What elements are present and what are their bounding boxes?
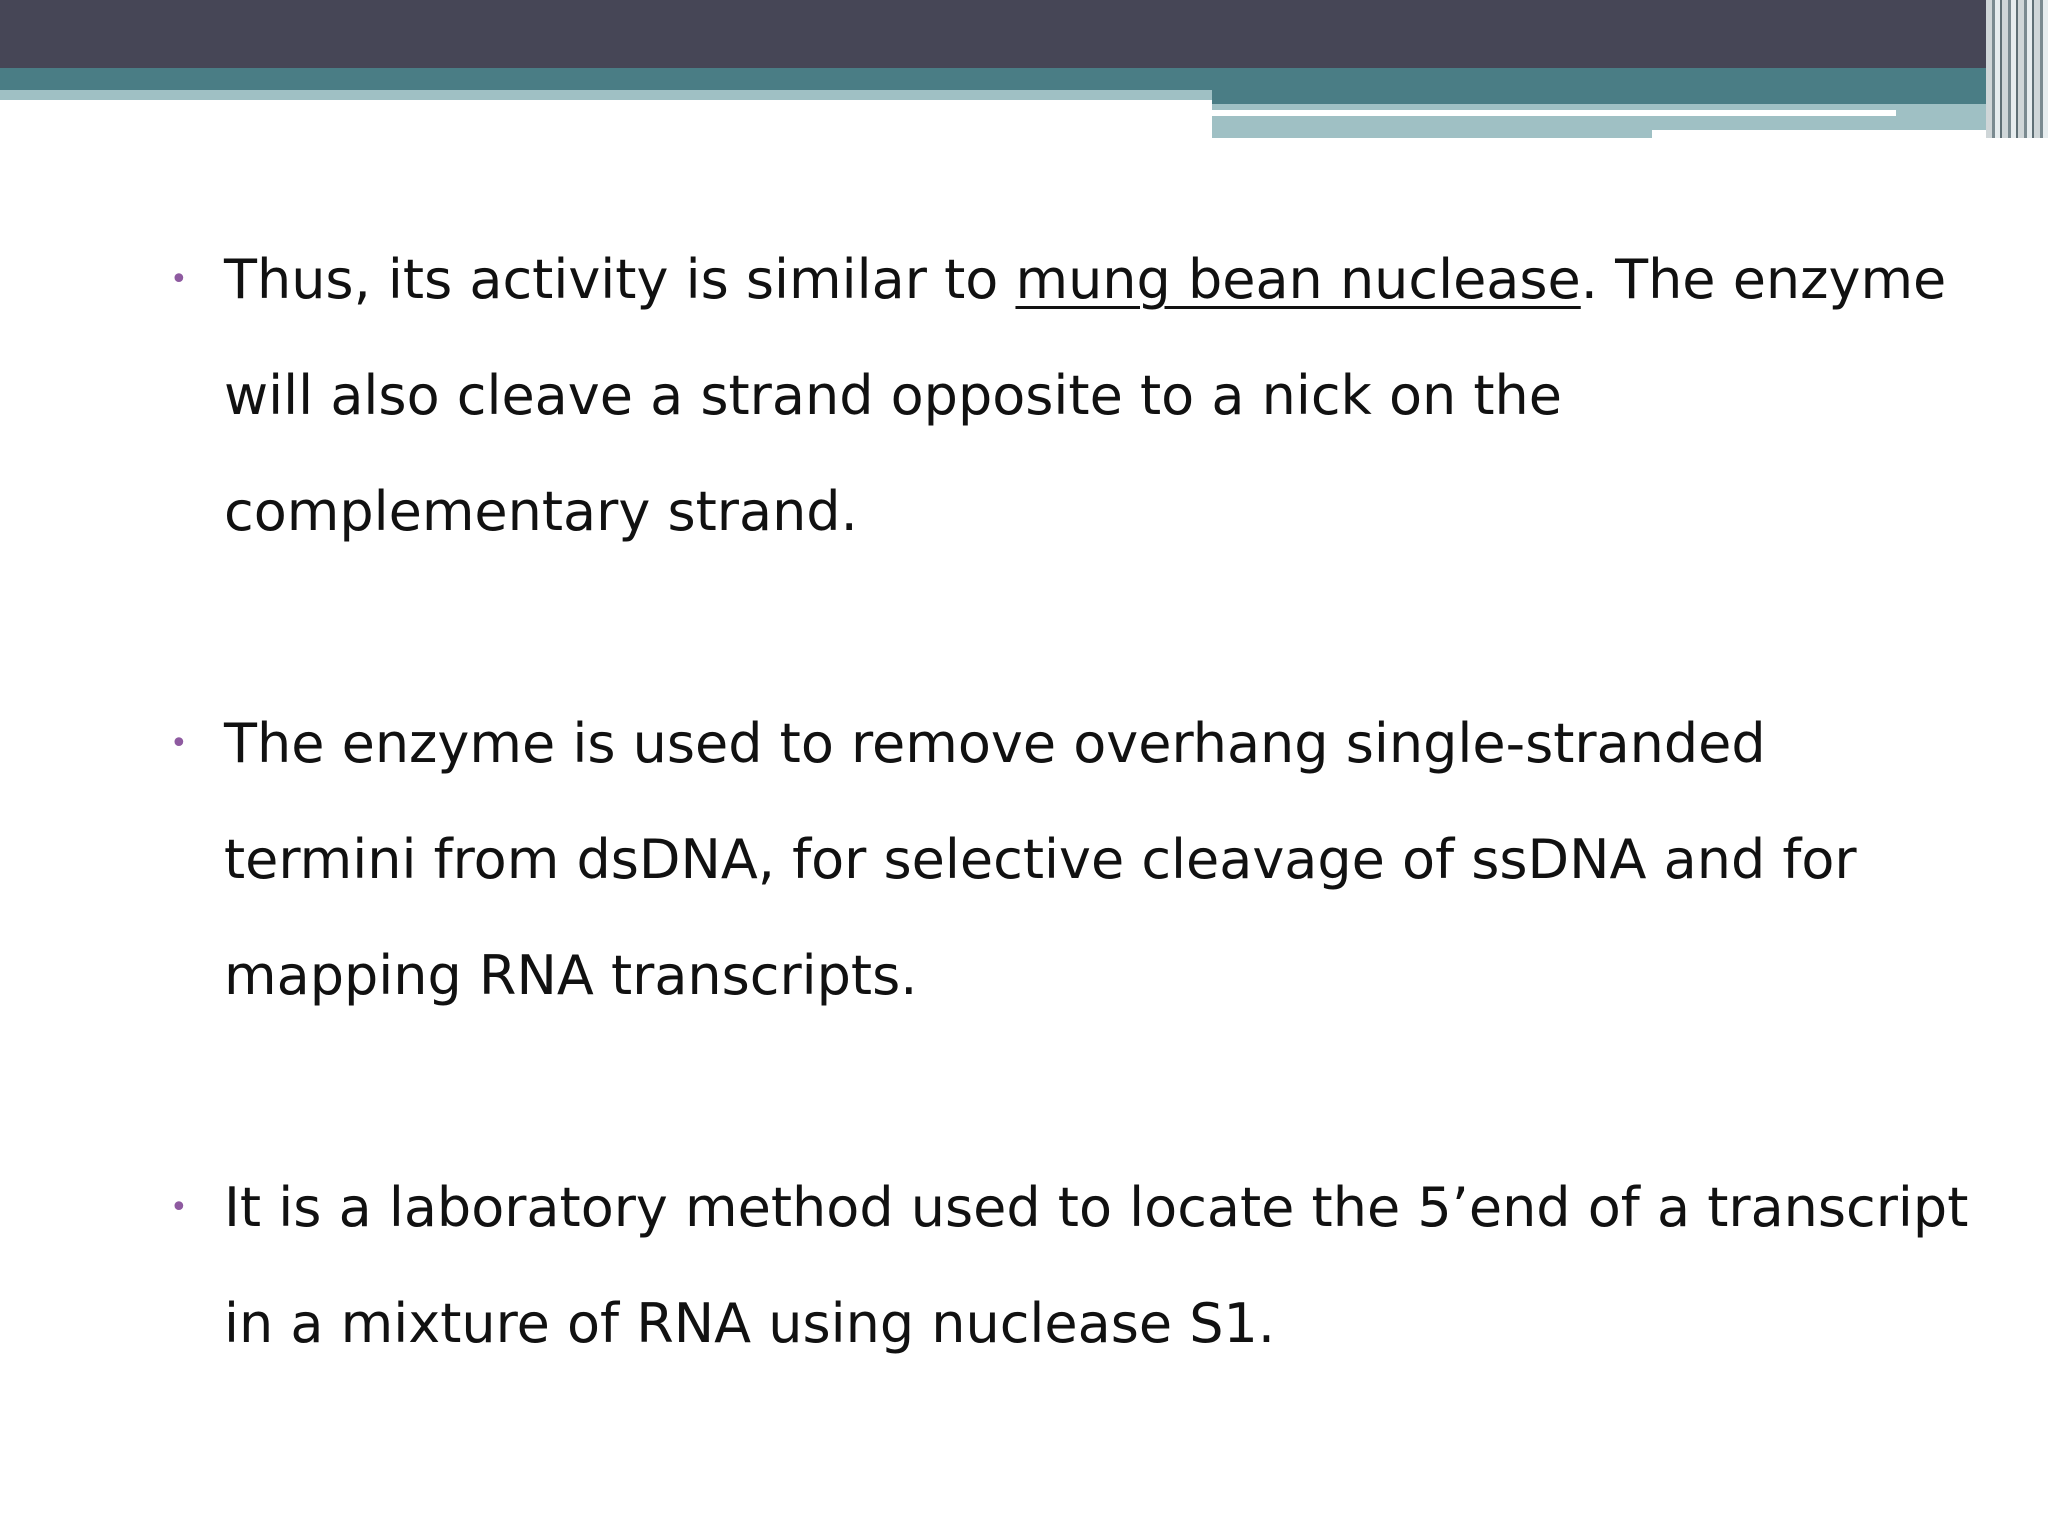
header-white-line <box>1652 130 2012 138</box>
bullet-dot-icon: • <box>170 262 188 297</box>
header-light-band-left <box>0 90 1212 100</box>
bullet-item <box>170 222 1970 570</box>
header-teal-band-right <box>1212 90 2048 104</box>
bullet-item <box>170 1150 1970 1382</box>
header-white-line <box>1212 110 1896 116</box>
bullet-dot-icon: • <box>170 726 188 761</box>
header-dark-band <box>0 0 2048 68</box>
header-teal-band <box>0 68 2048 90</box>
header-stripes-decoration <box>1986 0 2048 138</box>
bullet-text: Thus, its activity is similar to <box>224 248 1016 311</box>
bullet-list <box>170 222 1970 1382</box>
bullet-dot-icon: • <box>170 1190 188 1225</box>
bullet-item <box>170 686 1970 1034</box>
mung-bean-nuclease-link[interactable]: mung bean nuclease <box>1015 248 1581 311</box>
bullet-text: It is a laboratory method used to locate the 5’end of a transcript in a mixture of RNA using nuclease S1. <box>224 1176 1969 1355</box>
bullet-text: The enzyme is used to remove overhang single-stranded termini from dsDNA, for selective cleavage of ssDNA and for mapping RNA transcripts. <box>224 712 1857 1007</box>
bullet-text: . The enzyme will also cleave a strand opposite to a nick on the complementary strand. <box>224 248 1947 543</box>
